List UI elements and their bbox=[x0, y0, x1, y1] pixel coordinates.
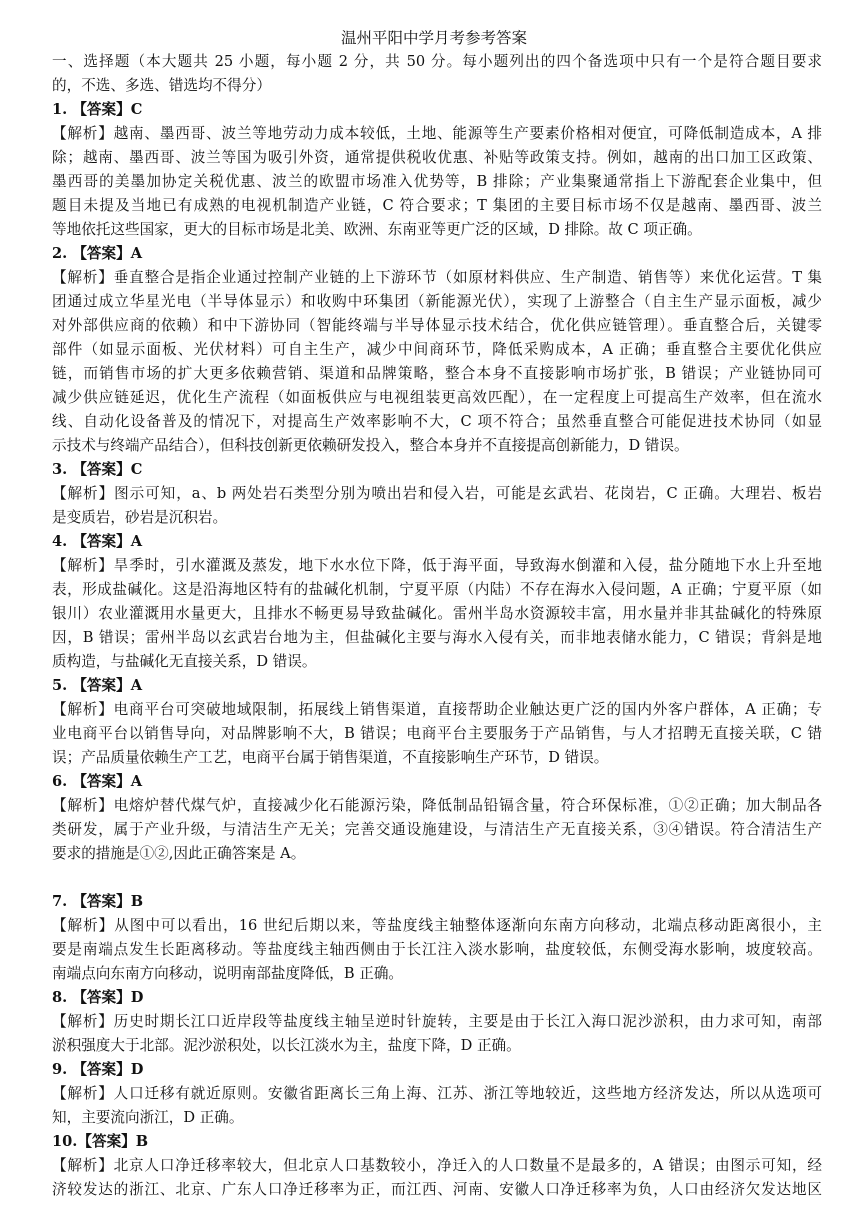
answer-heading: 2. 【答案】A bbox=[52, 245, 143, 262]
answer-heading: 8. 【答案】D bbox=[52, 989, 144, 1006]
explanation-line: 部件（如显示面板、光伏材料）可自主生产，减少中间商环节，降低采购成本，A 正确；垂直整合主要优化供应 bbox=[52, 341, 822, 358]
explanation-line: 因，B 错误；雷州半岛以玄武岩台地为主，但盐碱化主要与海水入侵有关，而非地表储水能力，C 错误；背斜是地 bbox=[52, 629, 822, 646]
answer-heading: 9. 【答案】D bbox=[52, 1061, 144, 1078]
explanation-line: 淤积强度大于北部。泥沙淤积处，以长江淡水为主，盐度下降，D 正确。 bbox=[52, 1037, 521, 1054]
explanation-line: 等地依托这些国家，更大的目标市场是北美、欧洲、东南亚等更广泛的区域，D 排除。故 C 项正确。 bbox=[52, 221, 702, 238]
explanation-line: 是变质岩，砂岩是沉积岩。 bbox=[52, 509, 228, 526]
explanation-line: 【解析】北京人口净迁移率较大，但北京人口基数较小，净迁入的人口数量不是最多的，A 错误；由图示可知，经 bbox=[52, 1157, 822, 1174]
explanation-line: 南端点向东南方向移动，说明南部盐度降低，B 正确。 bbox=[52, 965, 404, 982]
answer-heading: 7. 【答案】B bbox=[52, 893, 144, 910]
explanation-line: 类研发，属于产业升级，与清洁生产无关；完善交通设施建设，与清洁生产无直接关系，③④错误。符合清洁生产 bbox=[52, 821, 822, 838]
explanation-line: 【解析】历史时期长江口近岸段等盐度线主轴呈逆时针旋转，主要是由于长江入海口泥沙淤积，由力求可知，南部 bbox=[52, 1013, 822, 1030]
explanation-line: 示技术与终端产品结合），但科技创新更依赖研发投入，整合本身并不直接提高创新能力，D 错误。 bbox=[52, 437, 689, 454]
answer-heading: 3. 【答案】C bbox=[52, 461, 143, 478]
intro-line: 的，不选、多选、错选均不得分） bbox=[52, 77, 271, 94]
explanation-line: 要是南端点发生长距离移动。等盐度线主轴西侧由于长江注入淡水影响，盐度较低，东侧受海水影响，坡度较高。 bbox=[52, 941, 822, 958]
explanation-line: 题目未提及当地已有成熟的电视机制造产业链，C 符合要求；T 集团的主要目标市场不仅是越南、墨西哥、波兰 bbox=[52, 197, 822, 214]
answer-heading: 5. 【答案】A bbox=[52, 677, 143, 694]
explanation-line: 银川）农业灌溉用水量更大，且排水不畅更易导致盐碱化。雷州半岛水资源较丰富，用水量并非其盐碱化的特殊原 bbox=[52, 605, 822, 622]
explanation-line: 济较发达的浙江、北京、广东人口净迁移率为正，而江西、河南、安徽人口净迁移率为负，人口由经济欠发达地区 bbox=[52, 1181, 822, 1198]
explanation-line: 【解析】旱季时，引水灌溉及蒸发，地下水水位下降，低于海平面，导致海水倒灌和入侵，盐分随地下水上升至地 bbox=[52, 557, 822, 574]
explanation-line: 【解析】从图中可以看出，16 世纪后期以来，等盐度线主轴整体逐渐向东南方向移动，北端点移动距离很小，主 bbox=[52, 917, 822, 934]
answer-heading: 1. 【答案】C bbox=[52, 101, 143, 118]
explanation-line: 对外部供应商的依赖）和中下游协同（智能终端与半导体显示技术结合，优化供应链管理）。垂直整合后，关键零 bbox=[52, 317, 822, 334]
explanation-line: 表，形成盐碱化。这是沿海地区特有的盐碱化机制，宁夏平原（内陆）不存在海水入侵问题，A 正确；宁夏平原（如 bbox=[52, 581, 822, 598]
explanation-line: 【解析】电熔炉替代煤气炉，直接减少化石能源污染，降低制品铅镉含量，符合环保标准，①②正确；加大制品各 bbox=[52, 797, 822, 814]
explanation-line: 链，而销售市场的扩大更多依赖营销、渠道和品牌策略，整合本身不直接影响市场扩张，B 错误；产业链协同可 bbox=[52, 365, 822, 382]
answer-heading: 4. 【答案】A bbox=[52, 533, 143, 550]
explanation-line: 【解析】人口迁移有就近原则。安徽省距离长三角上海、江苏、浙江等地较近，这些地方经济发达，所以从选项可 bbox=[52, 1085, 822, 1102]
explanation-line: 【解析】图示可知，a、b 两处岩石类型分别为喷出岩和侵入岩，可能是玄武岩、花岗岩，C 正确。大理岩、板岩 bbox=[52, 485, 822, 502]
explanation-line: 除；越南、墨西哥、波兰等国为吸引外资，通常提供税收优惠、补贴等政策支持。例如，越南的出口加工区政策、 bbox=[52, 149, 822, 166]
explanation-line: 【解析】越南、墨西哥、波兰等地劳动力成本较低，土地、能源等生产要素价格相对便宜，可降低制造成本，A 排 bbox=[52, 125, 822, 142]
explanation-line: 要求的措施是①②,因此正确答案是 A。 bbox=[52, 845, 306, 862]
explanation-line: 减少供应链延迟，优化生产流程（如面板供应与电视组装更高效匹配），在一定程度上可提高生产效率，但在流水 bbox=[52, 389, 822, 406]
answer-heading: 6. 【答案】A bbox=[52, 773, 143, 790]
explanation-line: 【解析】垂直整合是指企业通过控制产业链的上下游环节（如原材料供应、生产制造、销售等）来优化运营。T 集 bbox=[52, 269, 822, 286]
answer-heading: 10.【答案】B bbox=[52, 1133, 149, 1150]
explanation-line: 线、自动化设备普及的情况下，对提高生产效率影响不大，C 项不符合；虽然垂直整合可能促进技术协同（如显 bbox=[52, 413, 822, 430]
explanation-line: 团通过成立华星光电（半导体显示）和收购中环集团（新能源光伏），实现了上游整合（自主生产显示面板，减少 bbox=[52, 293, 822, 310]
page-title: 温州平阳中学月考参考答案 bbox=[340, 29, 527, 47]
explanation-line: 业电商平台以销售导向，对品牌影响不大，B 错误；电商平台主要服务于产品销售，与人才招聘无直接关联，C 错 bbox=[52, 725, 822, 742]
explanation-line: 误；产品质量依赖生产工艺，电商平台属于销售渠道，不直接影响生产环节，D 错误。 bbox=[52, 749, 609, 766]
intro-line: 一、选择题（本大题共 25 小题，每小题 2 分，共 50 分。每小题列出的四个备选项中只有一个是符合题目要求 bbox=[52, 53, 822, 70]
explanation-line: 墨西哥的美墨加协定关税优惠、波兰的欧盟市场准入优势等，B 排除；产业集聚通常指上下游配套企业集中，但 bbox=[52, 173, 822, 190]
explanation-line: 【解析】电商平台可突破地域限制，拓展线上销售渠道，直接帮助企业触达更广泛的国内外客户群体，A 正确；专 bbox=[52, 701, 822, 718]
explanation-line: 质构造，与盐碱化无直接关系，D 错误。 bbox=[52, 653, 317, 670]
explanation-line: 知，主要流向浙江，D 正确。 bbox=[52, 1109, 244, 1126]
